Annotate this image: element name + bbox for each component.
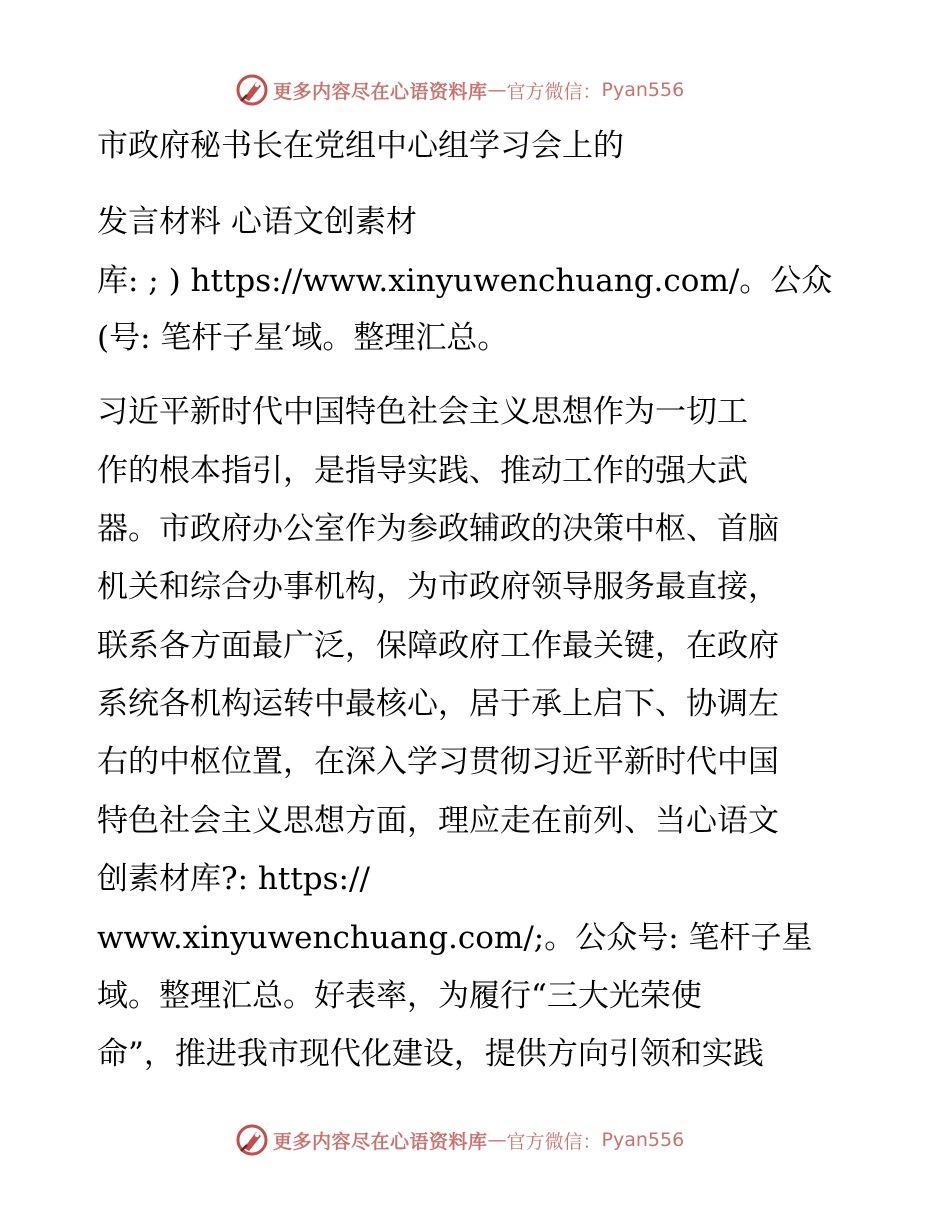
header-banner: [235, 72, 684, 108]
banner-text: 更多内容尽在心语资料库: [273, 80, 488, 103]
banner-wechat-id: Pyan556: [601, 79, 685, 101]
doc-line: 右的中枢位置，在深入学习贯彻习近平新时代中国: [97, 744, 779, 780]
doc-line: 器。市政府办公室作为参政辅政的决策中枢、首脑: [97, 511, 779, 547]
doc-line: 域。整理汇总。好表率，为履行“三大光荣使: [97, 978, 702, 1014]
banner-separator: —: [487, 1129, 507, 1151]
pen-logo-icon: [235, 73, 269, 107]
banner-wechat-label: 官方微信：: [506, 1130, 602, 1153]
footer-banner: [235, 1122, 684, 1158]
doc-line: 命”，推进我市现代化建设，提供方向引领和实践: [97, 1036, 764, 1072]
banner-wechat-id: Pyan556: [601, 1129, 685, 1151]
pen-logo-icon: [235, 1123, 269, 1157]
doc-line: 市政府秘书长在党组中心组学习会上的: [97, 128, 624, 164]
doc-line: 习近平新时代中国特色社会主义思想作为一切工: [97, 394, 748, 430]
doc-line: 机关和综合办事机构，为市政府领导服务最直接，: [97, 569, 779, 605]
doc-line: www.xinyuwenchuang.com/;。公众号: 笔杆子星: [97, 920, 813, 956]
doc-line: 库: ; ) https://www.xinyuwenchuang.com/。公众: [97, 263, 833, 299]
doc-line: 特色社会主义思想方面，理应走在前列、当心语文: [97, 803, 779, 839]
doc-line: (号: 笔杆子星′域。整理汇总。: [97, 320, 509, 356]
doc-line: 联系各方面最广泛，保障政府工作最关键，在政府: [97, 628, 779, 664]
banner-wechat-label: 官方微信：: [506, 80, 602, 103]
doc-line: 作的根本指引，是指导实践、推动工作的强大武: [97, 453, 748, 489]
banner-text: 更多内容尽在心语资料库: [273, 1130, 488, 1153]
banner-separator: —: [487, 79, 507, 101]
doc-line: 发言材料 心语文创素材: [97, 204, 417, 240]
doc-line: 创素材库?: https://: [97, 861, 370, 897]
doc-line: 系统各机构运转中最核心，居于承上启下、协调左: [97, 686, 779, 722]
